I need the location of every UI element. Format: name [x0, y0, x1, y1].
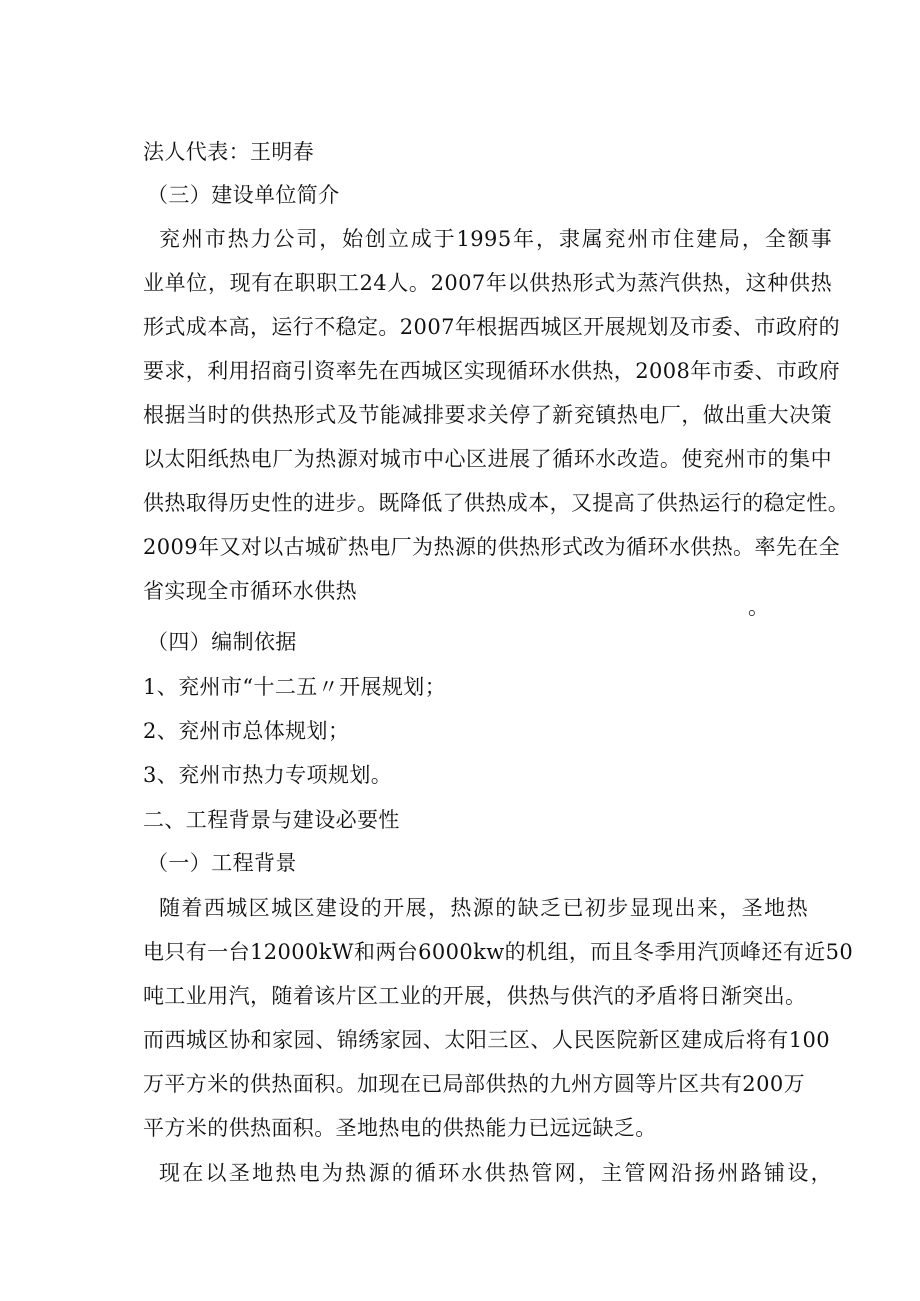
- section3-heading: （三）建设单位简介: [147, 183, 340, 207]
- paragraph-line: 形式成本高，运行不稳定。2007年根据西城区开展规划及市委、市政府的: [143, 315, 841, 339]
- paragraph-line: 以太阳纸热电厂为热源对城市中心区进展了循环水改造。使兖州市的集中: [143, 447, 832, 471]
- section4-heading: （四）编制依据: [147, 630, 297, 654]
- paragraph-line: 业单位，现有在职职工24人。2007年以供热形式为蒸汽供热，这种供热: [143, 271, 832, 295]
- stray-period: 。: [748, 595, 770, 619]
- paragraph-line: 万平方米的供热面积。加现在已局部供热的九州方圆等片区共有200万: [143, 1072, 805, 1096]
- paragraph-line: 电只有一台12000kW和两台6000kw的机组，而且冬季用汽顶峰还有近50: [143, 940, 854, 964]
- paragraph-line: 供热取得历史性的进步。既降低了供热成本，又提高了供热运行的稳定性。: [143, 491, 850, 515]
- paragraph-line: 现在以圣地热电为热源的循环水供热管网，主管网沿扬州路铺设，: [159, 1161, 832, 1185]
- paragraph-line: 要求，利用招商引资率先在西城区实现循环水供热，2008年市委、市政府: [143, 359, 841, 383]
- paragraph-line: 兖州市热力公司，始创立成于1995年，隶属兖州市住建局，全额事: [159, 227, 832, 251]
- paragraph-line: 吨工业用汽，随着该片区工业的开展，供热与供汽的矛盾将日渐突出。: [143, 984, 807, 1008]
- paragraph-line: 2009年又对以古城矿热电厂为热源的供热形式改为循环水供热。率先在全: [143, 535, 841, 559]
- basis-item: 3、兖州市热力专项规划。: [143, 763, 393, 787]
- basis-item: 2、兖州市总体规划；: [143, 719, 350, 743]
- basis-item: 1、兖州市“十二五〃开展规划；: [143, 675, 447, 699]
- paragraph-line: 随着西城区城区建设的开展，热源的缺乏已初步显现出来，圣地热: [159, 896, 808, 920]
- subsection1-heading: （一）工程背景: [147, 851, 297, 875]
- paragraph-line: 而西城区协和家园、锦绣家园、太阳三区、人民医院新区建成后将有100: [143, 1028, 830, 1052]
- paragraph-line: 根据当时的供热形式及节能减排要求关停了新兖镇热电厂，做出重大决策: [143, 403, 832, 427]
- chapter2-heading: 二、工程背景与建设必要性: [143, 808, 400, 832]
- legal-representative: 法人代表：王明春: [143, 140, 315, 164]
- paragraph-line: 平方米的供热面积。圣地热电的供热能力已远远缺乏。: [143, 1116, 657, 1140]
- paragraph-line: 省实现全市循环水供热: [143, 579, 357, 603]
